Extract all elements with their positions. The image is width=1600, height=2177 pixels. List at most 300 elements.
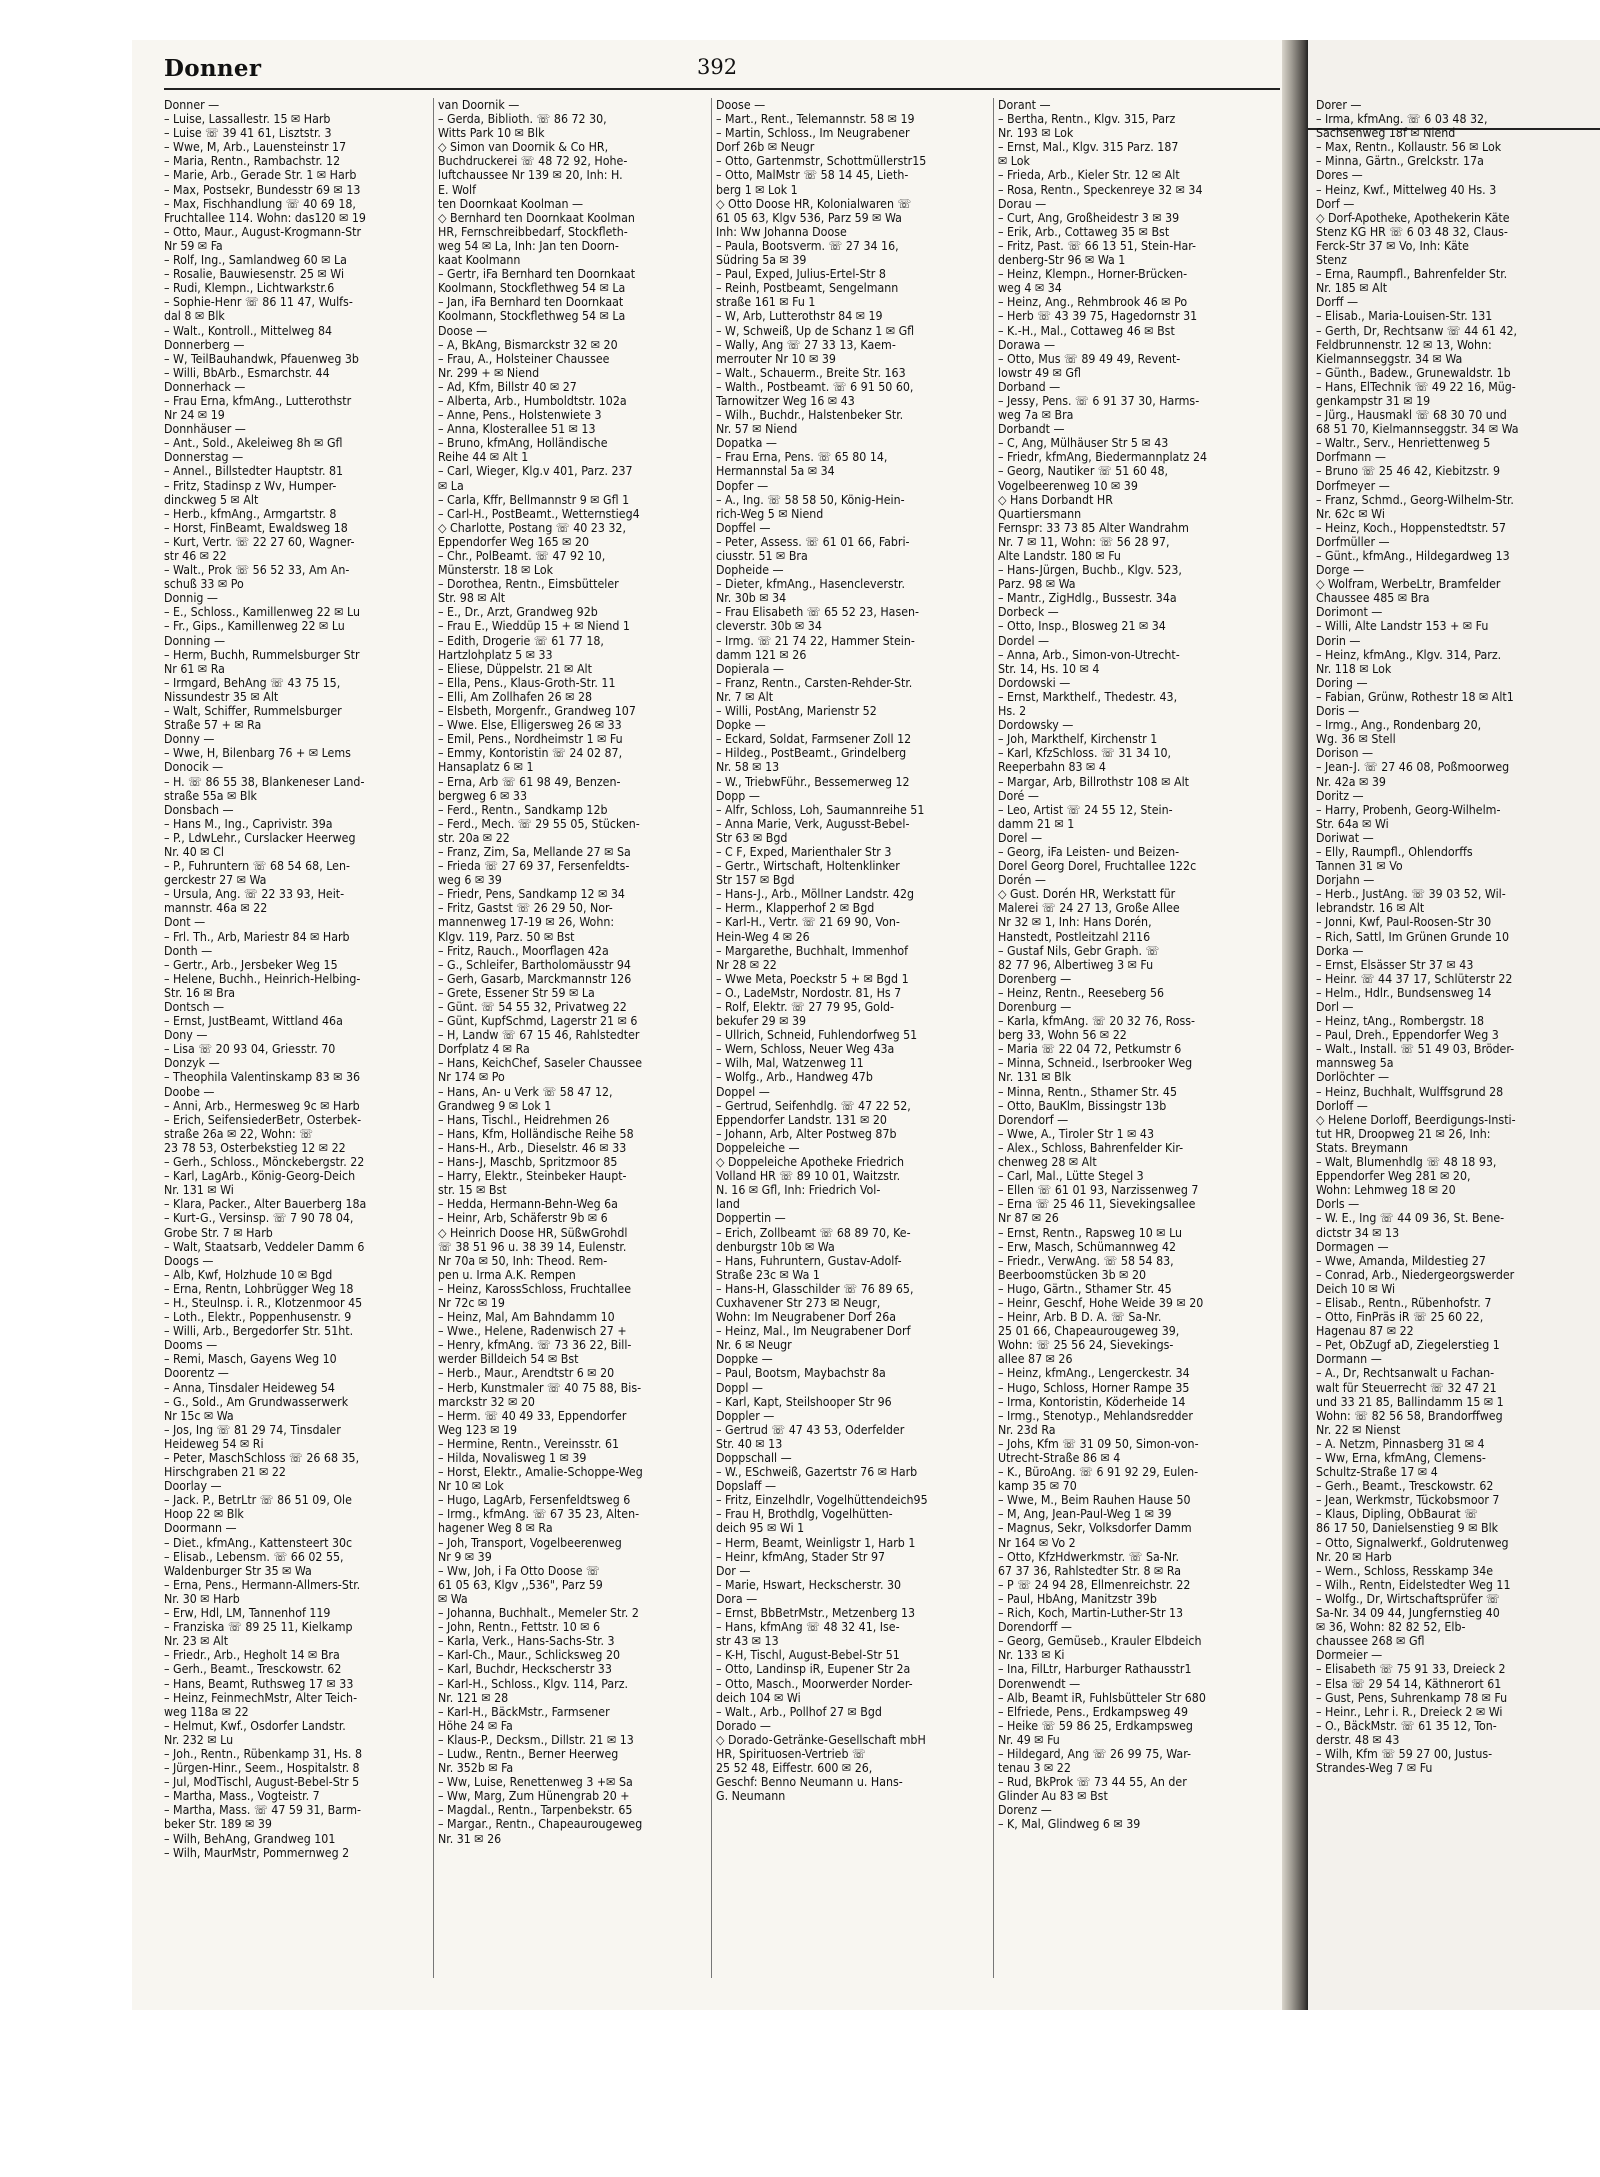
directory-entry-line: Nr 61 ✉ Ra (164, 661, 225, 676)
directory-entry-line: Alte Landstr. 180 ✉ Fu (998, 549, 1121, 563)
directory-entry-line: Dorka — (1316, 943, 1364, 958)
directory-entry-line: – P ☏ 24 94 28, Ellmenreichstr. 22 (998, 1577, 1191, 1592)
directory-entry-line: – Irmg. ☏ 21 74 22, Hammer Stein- (716, 633, 915, 648)
directory-entry-line: – M, Ang, Jean-Paul-Weg 1 ✉ 39 (998, 1507, 1172, 1522)
directory-entry-line: – Gertrud ☏ 47 43 53, Oderfelder (716, 1422, 905, 1437)
directory-entry-line: – Heinz, Buchhalt, Wulffsgrund 28 (1316, 1084, 1504, 1099)
directory-entry-line: Dopfer — (716, 478, 769, 493)
directory-entry-line: – Johann, Arb, Alter Postweg 87b (716, 1126, 897, 1141)
directory-entry-line: – A., Ing. ☏ 58 58 50, König-Hein- (716, 492, 905, 507)
directory-entry-line: – Walt., Kontroll., Mittelweg 84 (164, 323, 333, 338)
directory-entry-line: – Peter, MaschSchloss ☏ 26 68 35, (164, 1451, 360, 1465)
directory-entry-line: Dopheide — (716, 563, 784, 578)
directory-entry-line: Hein-Weg 4 ✉ 26 (716, 929, 810, 944)
directory-entry-line: – Paul, Dreh., Eppendorfer Weg 3 (1316, 1028, 1499, 1043)
directory-entry-line: – Heinz, FeinmechMstr, Alter Teich- (164, 1690, 358, 1705)
directory-entry-line: – Heinr, Geschf, Hohe Weide 39 ✉ 20 (998, 1295, 1204, 1310)
directory-entry-line: – Elly, Raumpfl., Ohlendorffs (1316, 844, 1473, 859)
directory-entry-line: – O., LadeMstr, Nordostr. 81, Hs 7 (716, 985, 902, 1000)
directory-entry-line: Doriwat — (1316, 830, 1374, 845)
directory-entry-line: Nr 164 ✉ Vo 2 (998, 1535, 1076, 1550)
directory-entry-line: Doorentz — (164, 1366, 229, 1381)
directory-entry-line: Nr. 133 ✉ Ki (998, 1648, 1065, 1663)
directory-entry-line: tenau 3 ✉ 22 (998, 1761, 1071, 1776)
directory-entry-line: – Gerth, Dr, Rechtsanw ☏ 44 61 42, (1316, 323, 1518, 338)
directory-entry-line: – Herb., Maur., Arendtstr 6 ✉ 20 (438, 1366, 615, 1381)
directory-entry-line: ◇ Bernhard ten Doornkaat Koolman (438, 210, 635, 225)
directory-entry-line: van Doornik — (438, 98, 520, 112)
directory-entry-line: – Karl-H., BäckMstr., Farmsener (438, 1704, 610, 1719)
directory-entry-line: – Rudi, Klempn., Lichtwarkstr.6 (164, 281, 335, 296)
directory-entry-line: str. 20a ✉ 22 (438, 830, 510, 845)
directory-entry-line: – W, TeilBauhandwk, Pfauenweg 3b (164, 351, 359, 366)
directory-entry-line: Dorbandt — (998, 422, 1065, 437)
directory-entry-line: – Edith, Drogerie ☏ 61 77 18, (438, 633, 604, 648)
directory-entry-line: – Fr., Gips., Kamillenweg 22 ✉ Lu (164, 619, 345, 634)
directory-entry-line: – Heinz, Klempn., Horner-Brücken- (998, 267, 1188, 282)
directory-entry-line: Doogs — (164, 1253, 214, 1268)
directory-entry-line: – Heike ☏ 59 86 25, Erdkampsweg (998, 1718, 1193, 1733)
directory-entry-line: ◇ Hans Dorbandt HR (998, 492, 1113, 507)
directory-entry-line: Donning — (164, 633, 226, 648)
directory-entry-line: Nr. 185 ✉ Alt (1316, 281, 1388, 296)
directory-entry-line: Nr 28 ✉ 22 (716, 957, 777, 972)
directory-entry-line: – Friedr, kfmAng, Biedermannplatz 24 (998, 450, 1208, 465)
directory-entry-line: – Ludw., Rentn., Berner Heerweg (438, 1746, 619, 1761)
directory-entry-line: Koolmann, Stockflethweg 54 ✉ La (438, 281, 626, 296)
directory-entry-line: Nr. 131 ✉ Blk (998, 1070, 1072, 1085)
directory-entry-line: – Heinz, kfmAng., Lengerckestr. 34 (998, 1366, 1190, 1381)
directory-entry-line: Dopierala — (716, 661, 784, 676)
directory-entry-line: – Fritz, Rauch., Moorflagen 42a (438, 943, 609, 958)
directory-entry-line: – Hilda, Novalisweg 1 ✉ 39 (438, 1451, 587, 1465)
directory-entry-line: – Hedda, Hermann-Behn-Weg 6a (438, 1197, 618, 1212)
directory-entry-line: Nr. 232 ✉ Lu (164, 1732, 234, 1747)
directory-entry-line: G. Neumann (716, 1789, 786, 1804)
directory-entry-line: – Herb ☏ 43 39 75, Hagedornstr 31 (998, 309, 1198, 324)
directory-entry-line: Strandes-Weg 7 ✉ Fu (1316, 1761, 1433, 1776)
directory-entry-line: deich 95 ✉ Wi 1 (716, 1521, 805, 1536)
directory-entry-line: Dooms — (164, 1338, 218, 1353)
directory-entry-line: Nr. 7 ✉ 11, Wohn: ☏ 56 28 97, (998, 534, 1170, 549)
directory-entry-line: Dorenburg — (998, 1000, 1072, 1014)
directory-entry-line: – Dorothea, Rentn., Eimsbütteler (438, 577, 619, 592)
directory-entry-line: Südring 5a ✉ 39 (716, 253, 807, 268)
directory-entry-line: Doppeleiche — (716, 1140, 800, 1155)
directory-entry-line: – Franz, Rentn., Carsten-Rehder-Str. (716, 675, 913, 690)
directory-entry-line: – Otto, Insp., Blosweg 21 ✉ 34 (998, 619, 1166, 634)
directory-entry-line: – Rud, BkProk ☏ 73 44 55, An der (998, 1775, 1187, 1790)
directory-entry-line: – K-H, Tischl, August-Bebel-Str 51 (716, 1648, 900, 1663)
directory-entry-line: weg 4 ✉ 34 (998, 281, 1062, 296)
directory-entry-line: – Wern, Schloss, Neuer Weg 43a (716, 1042, 895, 1057)
directory-entry-line: – Bruno ☏ 25 46 42, Kiebitzstr. 9 (1316, 464, 1501, 479)
directory-entry-line: Nr. 6 ✉ Neugr (716, 1338, 792, 1353)
directory-entry-line: – Max, Rentn., Kollaustr. 56 ✉ Lok (1316, 140, 1502, 155)
directory-entry-line: Hartzlohplatz 5 ✉ 33 (438, 647, 553, 662)
directory-entry-line: – Marie, Arb., Gerade Str. 1 ✉ Harb (164, 168, 357, 183)
directory-entry-line: Hanstedt, Postleitzahl 2116 (998, 929, 1151, 944)
directory-entry-line: Dormagen — (1316, 1239, 1389, 1254)
directory-entry-line: – H. ☏ 86 55 38, Blankeneser Land- (164, 774, 365, 789)
directory-entry-line: – O., BäckMstr. ☏ 61 35 12, Ton- (1316, 1718, 1497, 1733)
directory-entry-line: – K.-H., Mal., Cottaweg 46 ✉ Bst (998, 323, 1175, 338)
directory-entry-line: – Walt., Schauerm., Breite Str. 163 (716, 365, 906, 380)
directory-entry-line: straße 55a ✉ Blk (164, 788, 257, 803)
directory-entry-line: str. 15 ✉ Bst (438, 1183, 507, 1198)
directory-entry-line: – Wwe, H, Bilenbarg 76 + ✉ Lems (164, 746, 351, 761)
directory-entry-line: – Elfriede, Pens., Erdkampsweg 49 (998, 1704, 1188, 1719)
directory-entry-line: – Walt., Install. ☏ 51 49 03, Bröder- (1316, 1042, 1515, 1057)
directory-entry-line: – Waltr., Serv., Henriettenweg 5 (1316, 436, 1491, 451)
directory-entry-line: Donsbach — (164, 802, 234, 817)
directory-entry-line: Doppertin — (716, 1211, 786, 1226)
directory-entry-line: Dorado — (716, 1718, 771, 1733)
directory-entry-line: Dony — (164, 1028, 208, 1043)
directory-entry-line: – Martha, Mass., Vogteistr. 7 (164, 1789, 320, 1804)
directory-entry-line: Dorenz — (998, 1803, 1052, 1818)
directory-entry-line: Dorer — (1316, 98, 1362, 112)
directory-entry-line: – Hildeg., PostBeamt., Grindelberg (716, 746, 907, 761)
directory-entry-line: – Wilh, MaurMstr, Pommernweg 2 (164, 1845, 350, 1860)
directory-column-1 (164, 98, 430, 1978)
directory-entry-line: Nr 32 ✉ 1, Inh: Hans Dorén, (998, 915, 1152, 930)
directory-entry-line: – Margar, Arb, Billrothstr 108 ✉ Alt (998, 774, 1189, 789)
directory-entry-line: Fruchtallee 114. Wohn: das120 ✉ 19 (164, 210, 366, 225)
directory-entry-line: – Magdal., Rentn., Tarpenbekstr. 65 (438, 1803, 633, 1818)
directory-entry-line: – Walt, Staatsarb, Veddeler Damm 6 (164, 1239, 365, 1254)
directory-entry-line: mannenweg 17-19 ✉ 26, Wohn: (438, 915, 615, 930)
directory-entry-line: – Erw, Masch, Schümannweg 42 (998, 1239, 1177, 1254)
directory-entry-line: – Hugo, Gärtn., Sthamer Str. 45 (998, 1281, 1172, 1296)
directory-entry-line: str 43 ✉ 13 (716, 1634, 779, 1649)
directory-entry-line: – Heinz, Mal, Am Bahndamm 10 (438, 1310, 615, 1325)
directory-entry-line: – Otto, KfzHdwerkmstr. ☏ Sa-Nr. (998, 1549, 1179, 1564)
directory-entry-line: Dormeier — (1316, 1648, 1383, 1663)
directory-entry-line: – Friedr., VerwAng. ☏ 58 54 83, (998, 1253, 1174, 1268)
directory-entry-line: gerckestr 27 ✉ Wa (164, 873, 267, 888)
directory-entry-line: – Alb, Kwf, Holzhude 10 ✉ Bgd (164, 1267, 333, 1282)
directory-entry-line: Eppendorfer Weg 165 ✉ 20 (438, 534, 590, 549)
directory-entry-line: – Eliese, Düppelstr. 21 ✉ Alt (438, 661, 592, 676)
directory-entry-line: – Herm, Buchh, Rummelsburger Str (164, 647, 360, 662)
directory-entry-line: Cuxhavener Str 273 ✉ Neugr, (716, 1295, 881, 1310)
directory-entry-line: Klgv. 119, Parz. 50 ✉ Bst (438, 929, 575, 944)
directory-entry-line: – Hans-Jürgen, Buchb., Klgv. 523, (998, 563, 1182, 578)
directory-entry-line: – Hans, kfmAng ☏ 48 32 41, Ise- (716, 1620, 900, 1635)
directory-entry-line: ✉ Wa (438, 1591, 468, 1606)
directory-entry-line: – Karl, Kapt, Steilshooper Str 96 (716, 1394, 892, 1409)
directory-entry-line: Doobe — (164, 1084, 215, 1099)
directory-entry-line: – Ella, Pens., Klaus-Groth-Str. 11 (438, 675, 616, 690)
directory-entry-line: straße 161 ✉ Fu 1 (716, 295, 816, 310)
directory-entry-line: Wg. 36 ✉ Stell (1316, 732, 1396, 747)
directory-entry-line: – Hildegard, Ang ☏ 26 99 75, War- (998, 1746, 1191, 1761)
directory-entry-line: Doring — (1316, 675, 1368, 690)
directory-entry-line: – Marie, Hswart, Heckscherstr. 30 (716, 1577, 902, 1592)
directory-entry-line: Dorel Georg Dorel, Fruchtallee 122c (998, 859, 1197, 874)
directory-entry-line: – Alberta, Arb., Humboldtstr. 102a (438, 393, 627, 408)
column-divider (433, 98, 434, 1978)
directory-entry-line: Donnerberg — (164, 337, 245, 352)
directory-entry-line: N. 16 ✉ Gfl, Inh: Friedrich Vol- (716, 1183, 881, 1198)
directory-entry-line: Nr. 57 ✉ Niend (716, 422, 798, 437)
directory-entry-line: Straße 23c ✉ Wa 1 (716, 1267, 820, 1282)
directory-entry-line: – Ant., Sold., Akeleiweg 8h ✉ Gfl (164, 436, 343, 451)
directory-entry-line: Ferck-Str 37 ✉ Vo, Inh: Käte (1316, 238, 1469, 253)
directory-entry-line: E. Wolf (438, 182, 476, 197)
directory-entry-line: – Friedr., Arb., Hegholt 14 ✉ Bra (164, 1648, 340, 1663)
directory-entry-line: ciusstr. 51 ✉ Bra (716, 549, 808, 563)
directory-entry-line: – Otto, Gartenmstr, Schottmüllerstr15 (716, 154, 927, 169)
directory-entry-line: Doppl — (716, 1380, 763, 1395)
directory-entry-line: – Herb., JustAng. ☏ 39 03 52, Wil- (1316, 887, 1506, 902)
directory-entry-line: – Heinz, Ang., Rehmbrook 46 ✉ Po (998, 295, 1188, 310)
directory-entry-line: – Remi, Masch, Gayens Weg 10 (164, 1352, 337, 1367)
directory-entry-line: Dorlöchter — (1316, 1070, 1390, 1085)
directory-entry-line: Nr 9 ✉ 39 (438, 1549, 492, 1564)
directory-entry-line: – Ww, Joh, i Fa Otto Doose ☏ (438, 1563, 600, 1578)
directory-entry-line: weg 6 ✉ 39 (438, 873, 502, 888)
directory-entry-line: – Jean-J. ☏ 27 46 08, Poßmoorweg (1316, 760, 1510, 775)
directory-entry-line: 61 05 63, Klgv ,,536", Parz 59 (438, 1577, 603, 1592)
directory-entry-line: ◇ Dorado-Getränke-Gesellschaft mbH (716, 1732, 926, 1747)
directory-entry-line: – Hans, An- u Verk ☏ 58 47 12, (438, 1084, 613, 1099)
directory-entry-line: – Wwe, Amanda, Mildestieg 27 (1316, 1253, 1486, 1268)
directory-entry-line: – Paul, Exped, Julius-Ertel-Str 8 (716, 267, 886, 282)
directory-entry-line: – Jos, Ing ☏ 81 29 74, Tinsdaler (164, 1422, 341, 1437)
directory-entry-line: – Luise, Lassallestr. 15 ✉ Harb (164, 112, 331, 127)
directory-entry-line: land (716, 1197, 740, 1212)
directory-entry-line: – Ad, Kfm, Billstr 40 ✉ 27 (438, 379, 577, 394)
directory-entry-line: – W, Arb, Lutterothstr 84 ✉ 19 (716, 309, 883, 324)
directory-entry-line: Dordel — (998, 633, 1050, 648)
directory-entry-line: Dorloff — (1316, 1098, 1368, 1113)
directory-entry-line: – G., Schleifer, Bartholomäusstr 94 (438, 957, 631, 972)
directory-entry-line: – Irma, Kontoristin, Köderheide 14 (998, 1394, 1186, 1409)
directory-entry-line: lebrandstr. 16 ✉ Alt (1316, 901, 1425, 916)
directory-entry-line: – Fabian, Grünw, Rothestr 18 ✉ Alt1 (1316, 689, 1514, 704)
directory-entry-line: Nr 87 ✉ 26 (998, 1211, 1059, 1226)
directory-column-2 (438, 98, 708, 1978)
directory-entry-line: – Helm., Hdlr., Bundsensweg 14 (1316, 985, 1492, 1000)
directory-entry-line: – Paul, HbAng, Manitzstr 39b (998, 1591, 1157, 1606)
directory-entry-line: Dor — (716, 1563, 751, 1578)
directory-entry-line: – Hans M., Ing., Caprivistr. 39a (164, 816, 333, 831)
directory-entry-line: dictstr 34 ✉ 13 (1316, 1225, 1400, 1240)
directory-entry-line: – Hans, Kfm, Holländische Reihe 58 (438, 1126, 634, 1141)
directory-entry-line: – Henry, kfmAng. ☏ 73 36 22, Bill- (438, 1338, 632, 1353)
directory-entry-line: – Anne, Pens., Holstenwiete 3 (438, 408, 602, 423)
directory-entry-line: – Heinz, kfmAng., Klgv. 314, Parz. (1316, 647, 1502, 662)
directory-entry-line: – Leo, Artist ☏ 24 55 12, Stein- (998, 802, 1173, 817)
directory-entry-line: Dorau — (998, 196, 1047, 211)
directory-entry-line: Eppendorfer Landstr. 131 ✉ 20 (716, 1112, 887, 1127)
directory-entry-line: – Ernst, Markthelf., Thedestr. 43, (998, 689, 1178, 704)
directory-entry-line: Nr. 30b ✉ 34 (716, 591, 787, 606)
directory-entry-line: Grobe Str. 7 ✉ Harb (164, 1225, 273, 1240)
directory-entry-line: Höhe 24 ✉ Fa (438, 1718, 513, 1733)
directory-entry-line: Chaussee 485 ✉ Bra (1316, 591, 1430, 606)
directory-entry-line: – Gerh., Schloss., Mönckebergstr. 22 (164, 1155, 365, 1170)
directory-entry-line: – Hans-J., Arb., Möllner Landstr. 42g (716, 887, 915, 902)
directory-entry-line: Dorenwendt — (998, 1676, 1081, 1691)
directory-entry-line: Nr 174 ✉ Po (438, 1070, 505, 1085)
directory-entry-line: Wohn: Lehmweg 18 ✉ 20 (1316, 1183, 1456, 1198)
directory-entry-line: – Otto, BauKlm, Bissingstr 13b (998, 1098, 1167, 1113)
directory-entry-line: Buchdruckerei ☏ 48 72 92, Hohe- (438, 154, 628, 169)
directory-entry-line: – Günt, KupfSchmd, Lagerstr 21 ✉ 6 (438, 1014, 638, 1029)
directory-entry-line: – Minna, Gärtn., Grelckstr. 17a (1316, 154, 1484, 169)
directory-entry-line: – Otto, Landinsp iR, Eupener Str 2a (716, 1662, 911, 1677)
directory-entry-line: Nr. 23d Ra (998, 1422, 1056, 1437)
directory-entry-line: Dontsch — (164, 1000, 225, 1014)
directory-entry-line: – Wilh, BehAng, Grandweg 101 (164, 1831, 336, 1846)
directory-entry-line: Nr 72c ✉ 19 (438, 1295, 505, 1310)
directory-entry-line: Doritz — (1316, 788, 1364, 803)
directory-entry-line: Str. 16 ✉ Bra (164, 985, 236, 1000)
directory-entry-line: – Horst, Elektr., Amalie-Schoppe-Weg (438, 1465, 643, 1480)
directory-entry-line: Dorband — (998, 379, 1061, 394)
directory-entry-line: Sa-Nr. 34 09 44, Jungfernstieg 40 (1316, 1606, 1500, 1621)
directory-entry-line: ten Doornkaat Koolman — (438, 196, 584, 211)
directory-entry-line: ◇ Wolfram, WerbeLtr, Bramfelder (1316, 577, 1501, 592)
directory-entry-line: – Heinr. ☏ 44 37 17, Schlüterstr 22 (1316, 971, 1513, 986)
directory-entry-line: – John, Rentn., Fettstr. 10 ✉ 6 (438, 1620, 601, 1635)
directory-entry-line: – Frau Elisabeth ☏ 65 52 23, Hasen- (716, 605, 920, 620)
directory-entry-line: – Mart., Rent., Telemannstr. 58 ✉ 19 (716, 112, 915, 127)
directory-entry-line: – Ww, Erna, kfmAng, Clemens- (1316, 1451, 1486, 1465)
directory-entry-line: ☏ 38 51 96 u. 38 39 14, Eulenstr. (438, 1239, 627, 1254)
directory-entry-line: – Walt, Blumenhdlg ☏ 48 18 93, (1316, 1155, 1497, 1170)
directory-entry-line: Dopffel — (716, 520, 771, 535)
directory-entry-line: – Helmut, Kwf., Osdorfer Landstr. (164, 1718, 346, 1733)
directory-entry-line: denburgstr 10b ✉ Wa (716, 1239, 835, 1254)
directory-entry-line: Nr. 131 ✉ Wi (164, 1183, 234, 1198)
directory-entry-line: Nr 15c ✉ Wa (164, 1408, 234, 1423)
directory-entry-line: Vogelbeerenweg 10 ✉ 39 (998, 478, 1138, 493)
directory-entry-line: – Gustaf Nils, Gebr Graph. ☏ (998, 943, 1160, 958)
directory-entry-line: Dopke — (716, 718, 766, 733)
directory-entry-line: Donth — (164, 943, 213, 958)
directory-entry-line: – Wally, Ang ☏ 27 33 13, Kaem- (716, 337, 896, 352)
directory-entry-line: Dorfplatz 4 ✉ Ra (438, 1042, 530, 1057)
directory-entry-line: genkampstr 31 ✉ 19 (1316, 393, 1431, 408)
directory-entry-line: – Kurt-G., Versinsp. ☏ 7 90 78 04, (164, 1211, 354, 1226)
directory-entry-line: – Theophila Valentinskamp 83 ✉ 36 (164, 1070, 361, 1085)
directory-entry-line: Doppke — (716, 1352, 773, 1367)
directory-entry-line: – Wilh., Rentn, Eidelstedter Weg 11 (1316, 1577, 1511, 1592)
directory-entry-line: – Gertrud, Seifenhdlg. ☏ 47 22 52, (716, 1098, 911, 1113)
directory-entry-line: Geschf: Benno Neumann u. Hans- (716, 1775, 903, 1790)
directory-entry-line: – Klara, Packer., Alter Bauerberg 18a (164, 1197, 367, 1212)
directory-entry-line: – Heinz, Kwf., Mittelweg 40 Hs. 3 (1316, 182, 1497, 197)
directory-entry-line: – A. Netzm, Pinnasberg 31 ✉ 4 (1316, 1436, 1485, 1451)
directory-entry-line: – Wern., Schloss, Resskamp 34e (1316, 1563, 1494, 1578)
directory-entry-line: – Otto, Maur., August-Krogmann-Str (164, 224, 362, 239)
directory-entry-line: Nr. 31 ✉ 26 (438, 1831, 502, 1846)
directory-entry-line: rich-Weg 5 ✉ Niend (716, 506, 824, 521)
directory-entry-line: – Fritz, Stadinsp z Wv, Humper- (164, 478, 337, 493)
directory-entry-line: – Ernst, Elsässer Str 37 ✉ 43 (1316, 957, 1474, 972)
directory-entry-line: deich 104 ✉ Wi (716, 1690, 801, 1705)
directory-entry-line: str 46 ✉ 22 (164, 549, 227, 563)
directory-entry-line: – Ernst, BbBetrMstr., Metzenberg 13 (716, 1606, 916, 1621)
directory-entry-line: – Heinz, KarossSchloss, Fruchtallee (438, 1281, 631, 1296)
directory-entry-line: Tannen 31 ✉ Vo (1316, 859, 1403, 874)
directory-entry-line: Hs. 2 (998, 704, 1027, 719)
directory-entry-line: – Paul, Bootsm, Maybachstr 8a (716, 1366, 886, 1381)
directory-entry-line: pen u. Irma A.K. Rempen (438, 1267, 576, 1282)
directory-entry-line: – Heinr, Arb. B D. A. ☏ Sa-Nr. (998, 1310, 1162, 1325)
directory-entry-line: Dont — (164, 915, 206, 930)
directory-entry-line: – Karl, KfzSchloss. ☏ 31 34 10, (998, 746, 1172, 761)
directory-entry-line: – Carl-H., PostBeamt., Wetternstieg4 (438, 506, 640, 521)
directory-entry-line: – Harry, Probenh, Georg-Wilhelm- (1316, 802, 1501, 817)
directory-entry-line: – Elisabeth ☏ 75 91 33, Dreieck 2 (1316, 1662, 1506, 1677)
directory-entry-line: – Horst, FinBeamt, Ewaldsweg 18 (164, 520, 348, 535)
page-header-name: Donner (164, 55, 262, 82)
directory-entry-line: – Chr., PolBeamt. ☏ 47 92 10, (438, 549, 606, 563)
directory-entry-line: – Hans, Fuhruntern, Gustav-Adolf- (716, 1253, 902, 1268)
directory-entry-line: – Heinr., Lehr i. R., Dreieck 2 ✉ Wi (1316, 1704, 1503, 1719)
directory-entry-line: – Irmgard, BehAng ☏ 43 75 15, (164, 675, 341, 690)
directory-entry-line: Hirschgraben 21 ✉ 22 (164, 1465, 286, 1480)
directory-entry-line: – Willi, Alte Landstr 153 + ✉ Fu (1316, 619, 1489, 634)
directory-entry-line: Volland HR ☏ 89 10 01, Waitzstr. (716, 1169, 901, 1184)
directory-entry-line: chenweg 28 ✉ Alt (998, 1155, 1097, 1170)
directory-entry-line: luftchaussee Nr 139 ✉ 20, Inh: H. (438, 168, 623, 183)
directory-entry-line: Feldbrunnenstr. 12 ✉ 13, Wohn: (1316, 337, 1492, 352)
directory-entry-line: – Jan, iFa Bernhard ten Doornkaat (438, 295, 624, 310)
directory-entry-line: ◇ Charlotte, Postang ☏ 40 23 32, (438, 520, 626, 535)
directory-entry-line: – Irmg., kfmAng. ☏ 67 35 23, Alten- (438, 1507, 640, 1522)
directory-entry-line: weg 118a ✉ 22 (164, 1704, 249, 1719)
directory-entry-line: – Hugo, Schloss, Horner Rampe 35 (998, 1380, 1190, 1395)
directory-entry-line: ◇ Gust. Dorén HR, Werkstatt für (998, 887, 1176, 902)
directory-entry-line: Grandweg 9 ✉ Lok 1 (438, 1098, 552, 1113)
directory-entry-line: – Ullrich, Schneid, Fuhlendorfweg 51 (716, 1028, 918, 1043)
directory-entry-line: Dores — (1316, 168, 1363, 183)
directory-entry-line: Dora — (716, 1591, 758, 1606)
directory-entry-line: Glinder Au 83 ✉ Bst (998, 1789, 1108, 1804)
directory-entry-line: – W., ESchweiß, Gazertstr 76 ✉ Harb (716, 1465, 918, 1480)
directory-entry-line: Nr. 62c ✉ Wi (1316, 506, 1385, 521)
directory-entry-line: – Max, Postsekr, Bundesstr 69 ✉ 13 (164, 182, 361, 197)
directory-entry-line: – Minna, Rentn., Sthamer Str. 45 (998, 1084, 1178, 1099)
directory-entry-line: – Joh, Transport, Vogelbeerenweg (438, 1535, 622, 1550)
directory-entry-line: Wohn: ☏ 25 56 24, Sievekings- (998, 1338, 1174, 1353)
directory-entry-line: Quartiersmann (998, 506, 1082, 521)
directory-entry-line: – Karl-H., Schloss., Klgv. 114, Parz. (438, 1676, 629, 1691)
directory-entry-line: Straße 57 + ✉ Ra (164, 718, 262, 733)
directory-entry-line: – G., Sold., Am Grundwasserwerk (164, 1394, 349, 1409)
directory-entry-line: – Jürgen-Hinr., Seem., Hospitalstr. 8 (164, 1761, 360, 1776)
directory-entry-line: – Rich, Koch, Martin-Luther-Str 13 (998, 1606, 1184, 1621)
directory-entry-line: allee 87 ✉ 26 (998, 1352, 1073, 1367)
directory-entry-line: Nissundestr 35 ✉ Alt (164, 689, 279, 704)
directory-entry-line: – Karl-H., Vertr. ☏ 21 69 90, Von- (716, 915, 900, 930)
directory-entry-line: kamp 35 ✉ 70 (998, 1479, 1077, 1494)
directory-entry-line: – Ernst, Rentn., Rapsweg 10 ✉ Lu (998, 1225, 1183, 1240)
directory-entry-line: Donner — (164, 98, 220, 112)
directory-entry-line: – E., Dr., Arzt, Grandweg 92b (438, 605, 598, 620)
directory-entry-line: ◇ Otto Doose HR, Kolonialwaren ☏ (716, 196, 912, 211)
directory-entry-line: damm 21 ✉ 1 (998, 816, 1075, 831)
directory-entry-line: Dorjahn — (1316, 873, 1375, 888)
directory-entry-line: Nr 70a ✉ 50, Inh: Theod. Rem- (438, 1253, 608, 1268)
directory-entry-line: Doris — (1316, 704, 1360, 719)
